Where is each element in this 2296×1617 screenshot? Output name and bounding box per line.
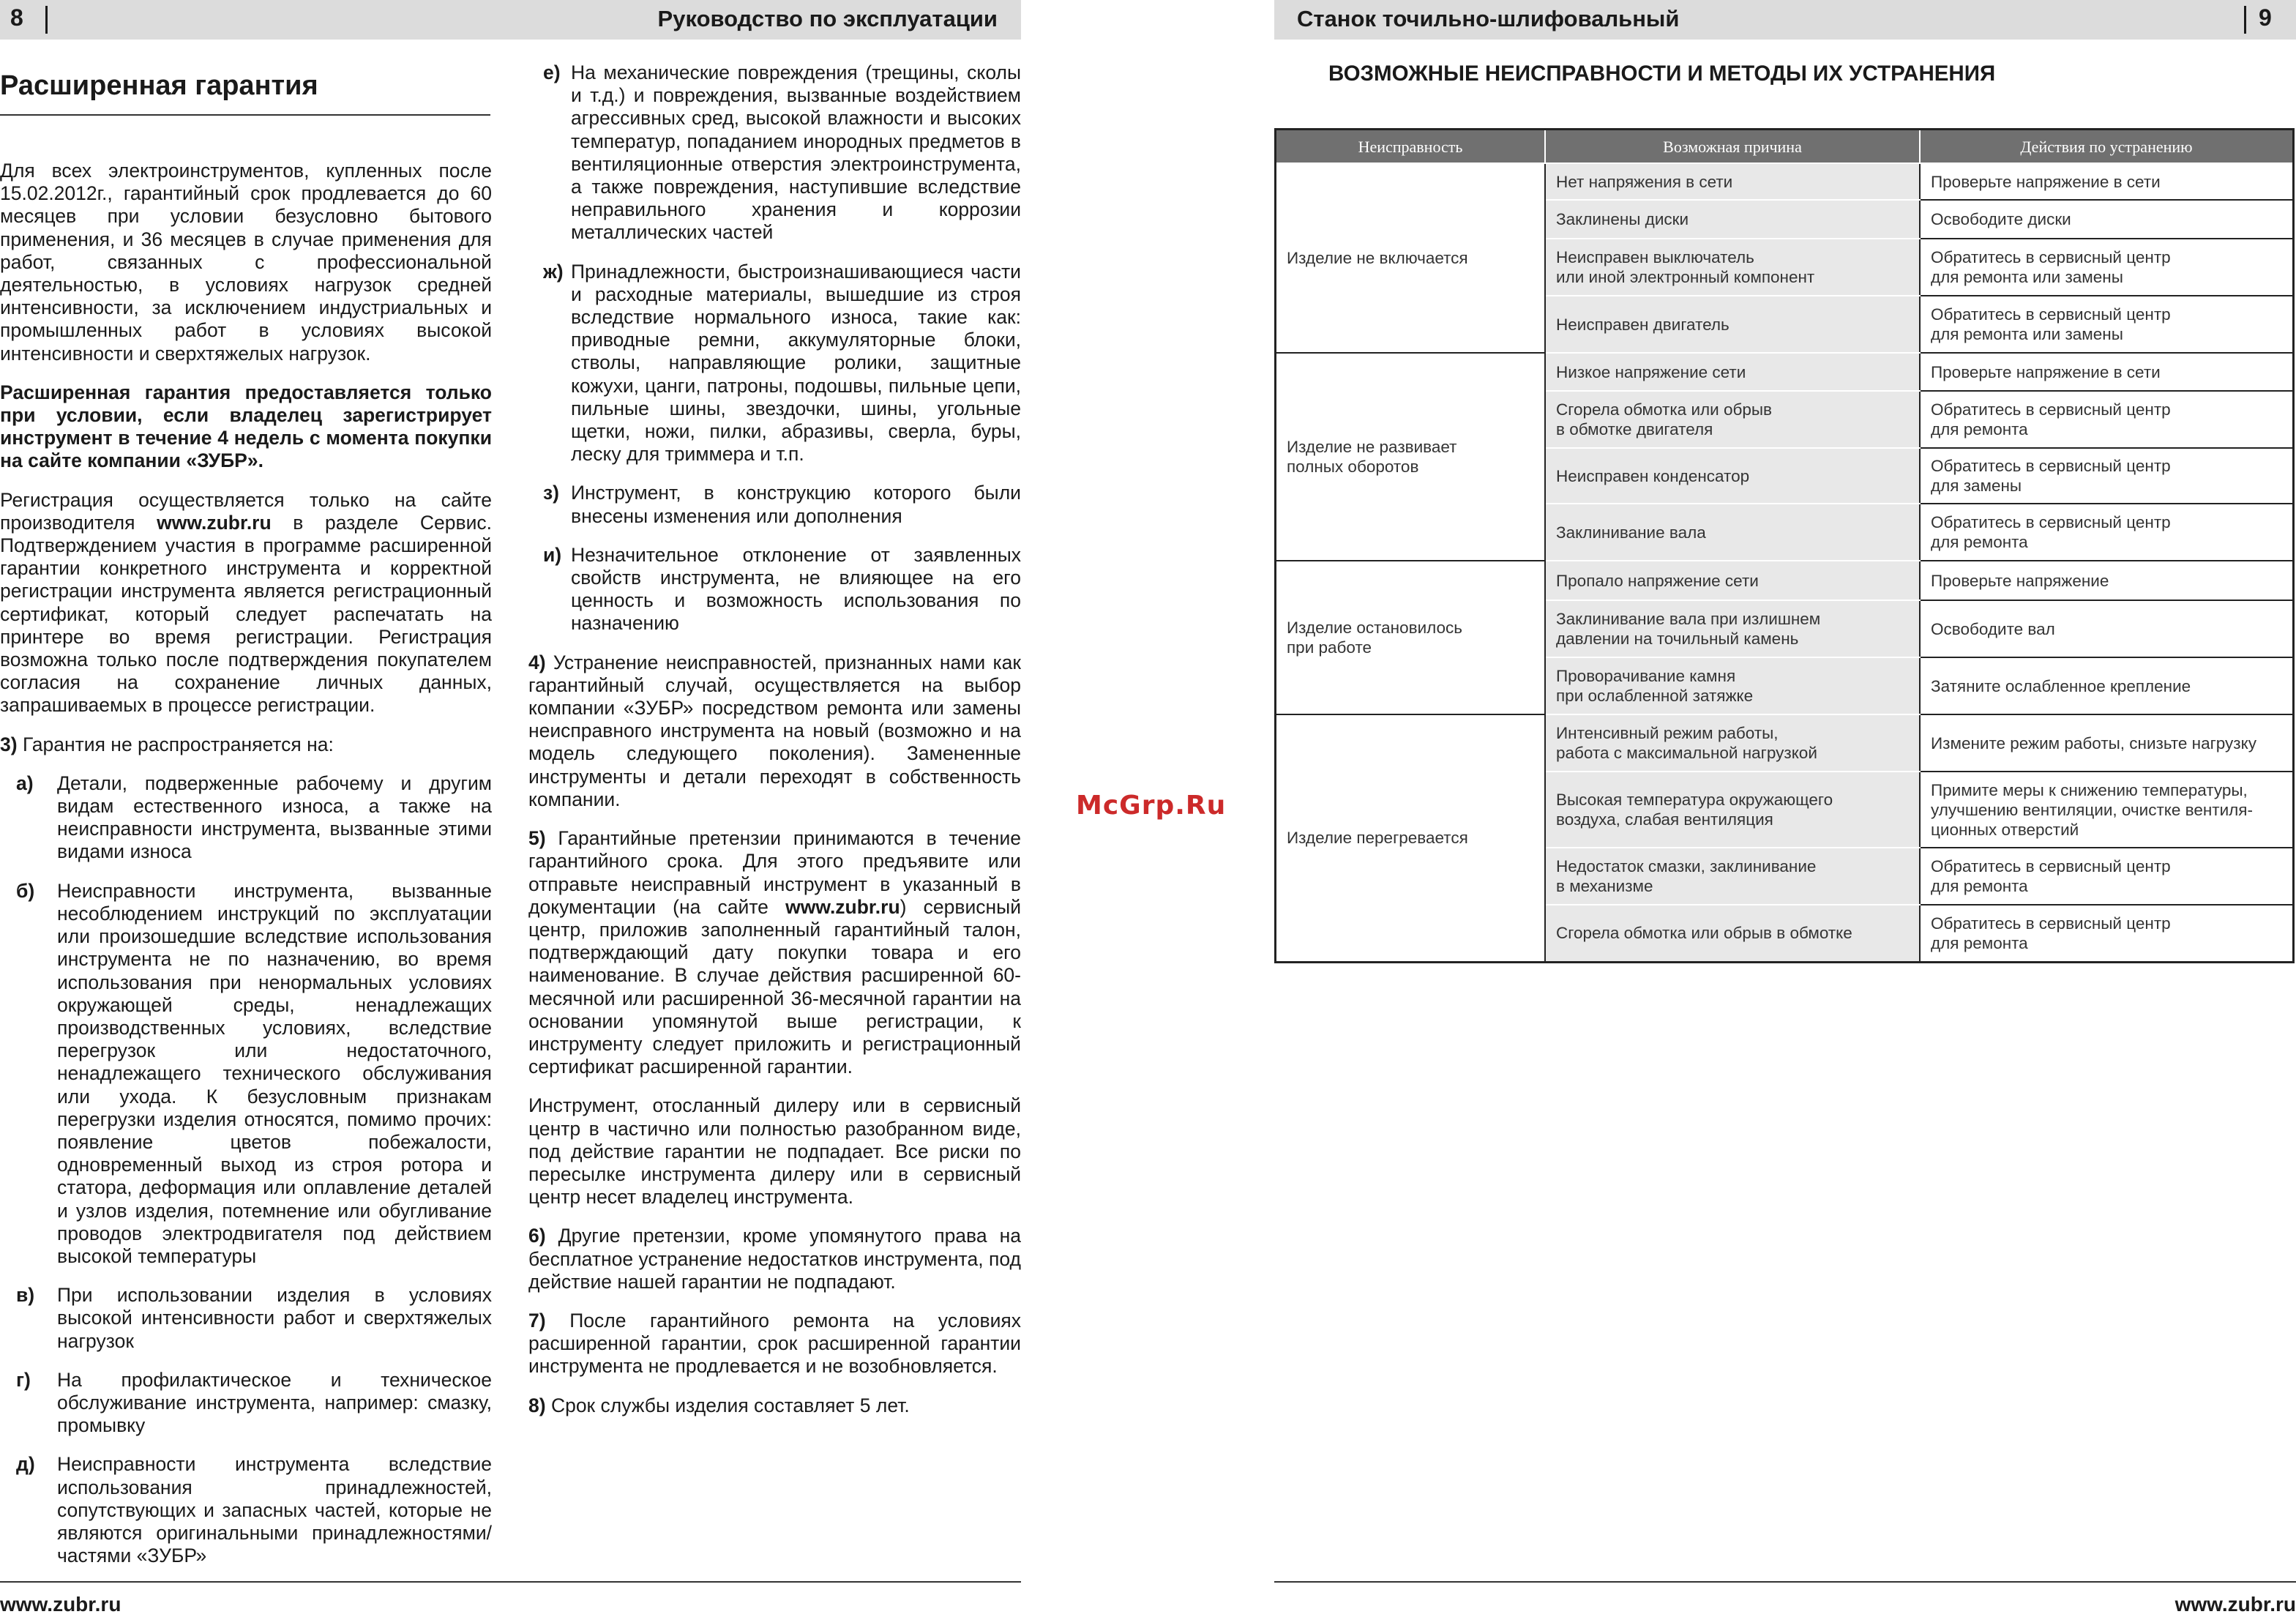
fault-cell: Изделие перегревается bbox=[1276, 714, 1546, 962]
action-cell: Обратитесь в сервисный центр для ремонта bbox=[1920, 391, 2294, 448]
left-column-2 bbox=[528, 61, 1021, 1433]
action-cell: Обратитесь в сервисный центр для ремонта bbox=[1920, 504, 2294, 561]
paragraph-exclusions-intro: 3) Гарантия не распространяется на: bbox=[0, 733, 334, 755]
action-cell: Проверьте напряжение в сети bbox=[1920, 353, 2294, 391]
fault-cell: Изделие не включается bbox=[1276, 163, 1546, 353]
section-title: Расширенная гарантия bbox=[0, 70, 318, 101]
paragraph-repair-replacement: 4) Устранение неисправностей, признанных нами как гарантийный случай, осуществляется на выбор компании «ЗУБР» посредством ремонта или замены неисправного инструмента на новый (возможно и на модель следующего поколения). Замененные инструменты и детали переходят в собственность компании. bbox=[528, 651, 1021, 810]
cause-cell: Пропало напряжение сети bbox=[1545, 561, 1920, 600]
cause-cell: Неисправен двигатель bbox=[1545, 296, 1920, 353]
cause-cell: Сгорела обмотка или обрыв в обмотке двигателя bbox=[1545, 391, 1920, 448]
cause-cell: Нет напряжения в сети bbox=[1545, 163, 1920, 200]
cause-cell: Неисправен выключатель или иной электронный компонент bbox=[1545, 239, 1920, 296]
action-cell: Освободите диски bbox=[1920, 200, 2294, 239]
paragraph-after-repair: 7) После гарантийного ремонта на условиях расширенной гарантии, срок расширенной гарантии инструмента не продлевается и не возобновляется. bbox=[528, 1309, 1021, 1378]
left-column-1 bbox=[0, 160, 492, 1583]
list-item: а) Детали, подверженные рабочему и другим видам естественного износа, а также на неисправности инструмента, вызванные этими видами износа bbox=[16, 772, 492, 863]
paragraph-claims: 5) Гарантийные претензии принимаются в течение гарантийного срока. Для этого предъявите или отправьте неисправный инструмент в указанный в документации (на сайте www.zubr.ru) сервисный центр, приложив заполненный гарантийный талон, подтверждающий дату покупки товара и его наименование. В случае действия расширенной 60-месячной или расширенной 36-месячной гарантии на основании упомянутой выше регистрации, к инструменту следует приложить и регистрационный сертификат расширенной гарантии. bbox=[528, 827, 1021, 1078]
paragraph-service-life: 8) Срок службы изделия составляет 5 лет. bbox=[528, 1394, 910, 1416]
right-footer-url[interactable]: www.zubr.ru bbox=[2175, 1593, 2296, 1616]
action-cell: Измените режим работы, снизьте нагрузку bbox=[1920, 714, 2294, 772]
list-item: и) Незначительное отклонение от заявленных свойств инструмента, не влияющее на его ценность и возможность использования по назначению bbox=[543, 543, 1021, 635]
paragraph-registration-condition: Расширенная гарантия предоставляется только при условии, если владелец зарегистрирует инструмент в течение 4 недель с момента покупки на сайте компании «ЗУБР». bbox=[0, 381, 492, 472]
site-link[interactable]: www.zubr.ru bbox=[785, 895, 900, 918]
list-item: г) На профилактическое и техническое обслуживание инструмента, например: смазку, промывку bbox=[16, 1368, 492, 1437]
cause-cell: Интенсивный режим работы, работа с максимальной нагрузкой bbox=[1545, 714, 1920, 772]
section-title-underline bbox=[0, 114, 490, 116]
table-header-row bbox=[1276, 130, 2294, 164]
cause-cell: Недостаток смазки, заклинивание в механизме bbox=[1545, 848, 1920, 905]
action-cell: Затяните ослабленное крепление bbox=[1920, 657, 2294, 714]
left-page-number: 8 bbox=[10, 4, 23, 31]
right-page-number: 9 bbox=[2259, 4, 2272, 31]
right-footer-rule bbox=[1274, 1581, 2296, 1583]
action-cell: Обратитесь в сервисный центр для ремонта bbox=[1920, 905, 2294, 962]
fault-cell: Изделие не развивает полных оборотов bbox=[1276, 353, 1546, 561]
action-cell: Обратитесь в сервисный центр для ремонта bbox=[1920, 848, 2294, 905]
table-row bbox=[1276, 163, 2294, 200]
action-cell: Обратитесь в сервисный центр для ремонта или замены bbox=[1920, 296, 2294, 353]
site-link[interactable]: www.zubr.ru bbox=[157, 511, 272, 534]
paragraph-registration-info: Регистрация осуществляется только на сайте производителя www.zubr.ru в разделе Сервис. Подтверждением участия в программе расширенной гарантии конкретного инструмента и корректной регистрации инструмента является регистрационный сертификат, который следует распечатать на принтере во время регистрации. Регистрация возможна только после подтверждения покупателем согласия на сохранение личных данных, запрашиваемых в процессе регистрации. bbox=[0, 488, 493, 717]
column-header: Действия по устранению bbox=[1920, 130, 2294, 164]
cause-cell: Проворачивание камня при ослабленной затяжке bbox=[1545, 657, 1920, 714]
left-header-separator bbox=[45, 6, 48, 34]
paragraph-shipping-risks: Инструмент, отосланный дилеру или в сервисный центр в частично или полностью разобранном виде, под действие гарантии не подпадает. Все риски по пересылке инструмента дилеру или в сервисный центр несет владелец инструмента. bbox=[528, 1094, 1021, 1209]
troubleshooting-title: ВОЗМОЖНЫЕ НЕИСПРАВНОСТИ И МЕТОДЫ ИХ УСТРАНЕНИЯ bbox=[1328, 61, 1996, 86]
table-row bbox=[1276, 714, 2294, 772]
table-row bbox=[1276, 561, 2294, 600]
right-header-title: Станок точильно-шлифовальный bbox=[1297, 6, 1680, 31]
action-cell: Обратитесь в сервисный центр для замены bbox=[1920, 448, 2294, 504]
left-header-title: Руководство по эксплуатации bbox=[657, 6, 998, 31]
cause-cell: Заклинивание вала bbox=[1545, 504, 1920, 561]
left-footer-url[interactable]: www.zubr.ru bbox=[0, 1593, 121, 1616]
list-item: з) Инструмент, в конструкцию которого были внесены изменения или дополнения bbox=[543, 482, 1021, 527]
list-item: б) Неисправности инструмента, вызванные несоблюдением инструкций по эксплуатации или произошедшие вследствие использования инструмента не по назначению, во время использования при ненормальных условиях окружающей среды, ненадлежащих производственных условиях, вследствие перегрузок или недостаточного, ненадлежащего технического обслуживания или ухода. К безусловным признакам перегрузки изделия относятся, помимо прочих: появление цветов побежалости, одновременный выход из строя ротора и статора, деформация или оплавление деталей и узлов изделия, потемнение или обугливание проводов электродвигателя под действием высокой температуры bbox=[16, 879, 492, 1267]
list-item: д) Неисправности инструмента вследствие использования принадлежностей, сопутствующих и запасных частей, которые не являются оригинальными принадлежностями/частями «ЗУБР» bbox=[16, 1453, 492, 1567]
left-footer-rule bbox=[0, 1581, 1021, 1583]
troubleshooting-table bbox=[1274, 128, 2295, 963]
cause-cell: Низкое напряжение сети bbox=[1545, 353, 1920, 391]
column-header: Неисправность bbox=[1276, 130, 1546, 164]
cause-cell: Сгорела обмотка или обрыв в обмотке bbox=[1545, 905, 1920, 962]
paragraph-other-claims: 6) Другие претензии, кроме упомянутого права на бесплатное устранение недостатков инструмента, под действие нашей гарантии не подпадают. bbox=[528, 1225, 1021, 1293]
action-cell: Проверьте напряжение bbox=[1920, 561, 2294, 600]
cause-cell: Заклинены диски bbox=[1545, 200, 1920, 239]
watermark: McGrp.Ru bbox=[1076, 791, 1227, 821]
paragraph-warranty-extension: Для всех электроинструментов, купленных после 15.02.2012г., гарантийный срок продлевается до 60 месяцев при условии безусловно бытового применения, и 36 месяцев в случае применения для работ, связанных с профессиональной деятельностью, в условиях нагрузок средней интенсивности, за исключением индустриальных и промышленных работ в условиях высокой интенсивности и сверхтяжелых нагрузок. bbox=[0, 160, 492, 365]
fault-cell: Изделие остановилось при работе bbox=[1276, 561, 1546, 714]
action-cell: Освободите вал bbox=[1920, 600, 2294, 657]
action-cell: Проверьте напряжение в сети bbox=[1920, 163, 2294, 200]
table-row bbox=[1276, 353, 2294, 391]
list-item: е) На механические повреждения (трещины, сколы и т.д.) и повреждения, вызванные воздействием агрессивных сред, высокой влажности и высоких температур, попаданием инородных предметов в вентиляционные отверстия электроинструмента, а также повреждения, наступившие вследствие неправильного хранения и коррозии металлических частей bbox=[543, 61, 1021, 244]
cause-cell: Заклинивание вала при излишнем давлении на точильный камень bbox=[1545, 600, 1920, 657]
list-item: ж) Принадлежности, быстроизнашивающиеся части и расходные материалы, вышедшие из строя вследствие нормального износа, такие как: приводные ремни, аккумуляторные блоки, стволы, направляющие ролики, защитные кожухи, цанги, патроны, подошвы, пильные цепи, пильные шины, звездочки, шины, угольные щетки, ножи, пилки, абразивы, сверла, буры, леску для триммера и т.п. bbox=[543, 260, 1021, 466]
column-header: Возможная причина bbox=[1545, 130, 1920, 164]
cause-cell: Неисправен конденсатор bbox=[1545, 448, 1920, 504]
list-item: в) При использовании изделия в условиях высокой интенсивности работ и сверхтяжелых нагрузок bbox=[16, 1284, 492, 1352]
cause-cell: Высокая температура окружающего воздуха, слабая вентиляция bbox=[1545, 772, 1920, 848]
action-cell: Примите меры к снижению температуры, улучшению вентиляции, очистке вентиля- ционных отверстий bbox=[1920, 772, 2294, 848]
right-header-separator bbox=[2244, 6, 2246, 34]
action-cell: Обратитесь в сервисный центр для ремонта или замены bbox=[1920, 239, 2294, 296]
